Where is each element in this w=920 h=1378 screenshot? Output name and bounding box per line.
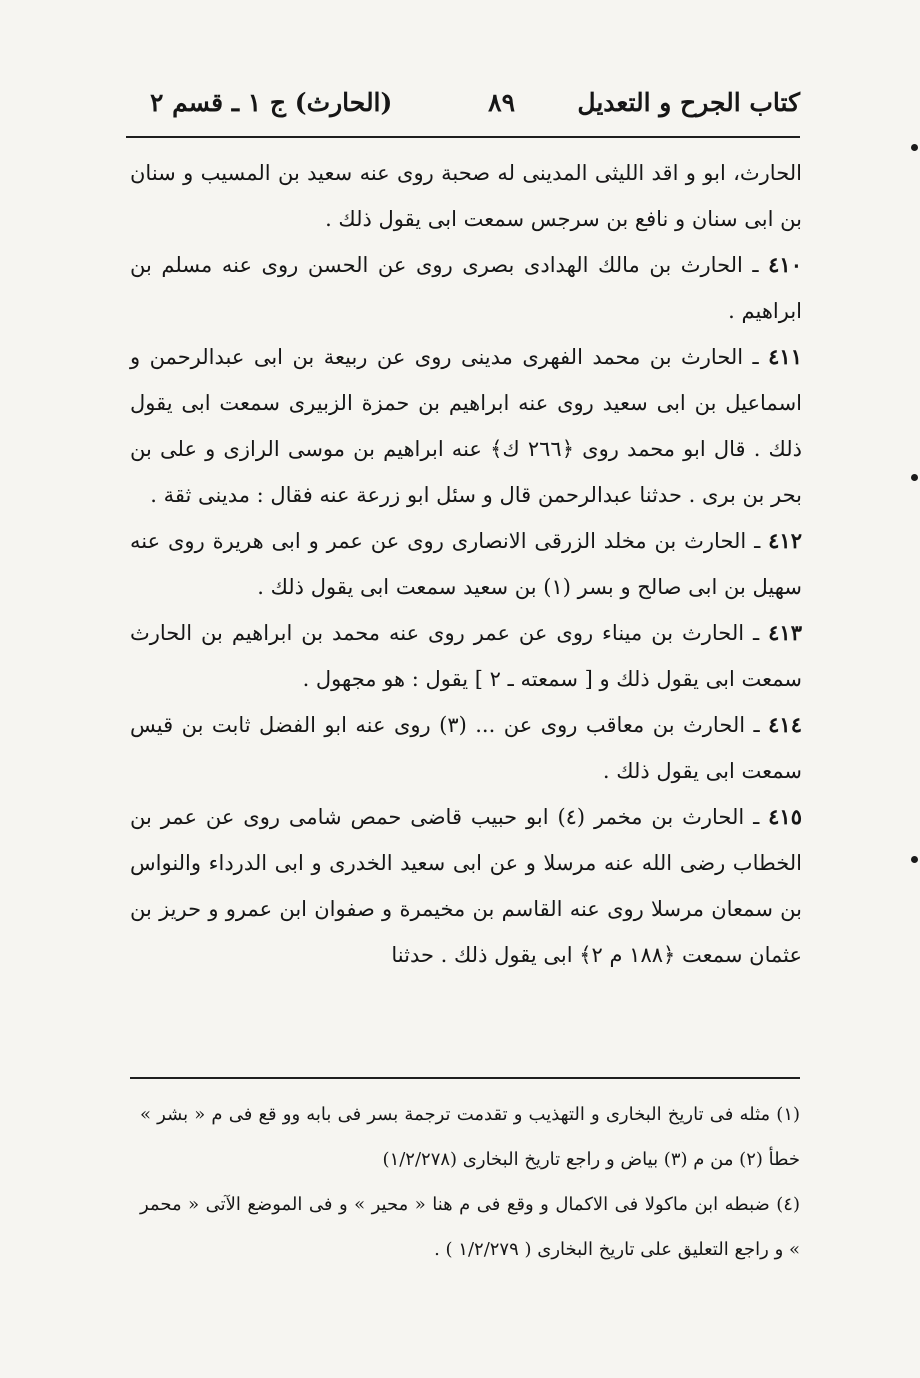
entry-number: ٤١٥ [768, 804, 802, 829]
entry-number: ٤١٤ [768, 712, 802, 737]
entry-number: ٤١٣ [768, 620, 802, 645]
entry-text: الحارث بن مخمر (٤) ابو حبيب قاضى حمص شامى روى عن عمر بن الخطاب رضى الله عنه مرسلا و عن ابى سعيد الخدرى و ابى الدرداء والنواس بن سمعان مرسلا روى عنه القاسم بن مخيمرة و صفوان ابن عمرو و حريز بن عثمان سمعت ﴿١٨٨ م ٢﴾ ابى يقول ذلك . حدثنا [130, 805, 802, 967]
continued-entry: الحارث، ابو و اقد الليثى المدينى له صحبة روى عنه سعيد بن المسيب و سنان بن ابى سنان و نافع بن سرجس سمعت ابى يقول ذلك . [130, 161, 802, 231]
header-rule [126, 136, 800, 138]
entry-text: الحارث بن مالك الهدادى بصرى روى عن الحسن روى عنه مسلم بن ابراهيم . [130, 253, 802, 323]
footnote: (١) مثله فى تاريخ البخارى و التهذيب و تقدمت ترجمة بسر فى بابه وو قع فى م « بشر » خطأ (٢) من م (٣) بياض و راجع تاريخ البخارى (١/٢/٢٧٨) [140, 1104, 801, 1170]
book-title: كتاب الجرح و التعديل [577, 88, 800, 117]
footnote: (٤) ضبطه ابن ماكولا فى الاكمال و وقع فى م هنا « محير » و فى الموضع الآتى « محمر » و راجع التعليق على تاريخ البخارى ( ١/٢/٢٧٩ ) . [140, 1194, 800, 1260]
margin-dot [911, 144, 918, 151]
page-header [150, 88, 800, 128]
entry-text: الحارث بن ميناء روى عن عمر روى عنه محمد بن ابراهيم بن الحارث سمعت ابى يقول ذلك و [ سمعته ـ ٢ ] يقول : هو مجهول . [130, 621, 802, 691]
entry-number: ٤١٠ [768, 252, 802, 277]
footnotes [140, 1092, 800, 1272]
entry-text: الحارث بن معاقب روى عن ... (٣) روى عنه ابو الفضل ثابت بن قيس سمعت ابى يقول ذلك . [130, 713, 802, 783]
margin-dot [911, 474, 918, 481]
entry-415: ٤١٥ ـ الحارث بن مخمر (٤) ابو حبيب قاضى حمص شامى روى عن عمر بن الخطاب رضى الله عنه مرسلا و عن ابى سعيد الخدرى و ابى الدرداء والنواس بن سمعان مرسلا روى عنه القاسم بن مخيمرة و صفوان ابن عمرو و حريز بن عثمان سمعت ﴿١٨٨ م ٢﴾ ابى يقول ذلك . حدثنا [130, 804, 802, 967]
page-number: ٨٩ [488, 88, 515, 117]
entry-text: الحارث بن مخلد الزرقى الانصارى روى عن عمر و ابى هريرة روى عنه سهيل بن ابى صالح و بسر (١) بن سعيد سمعت ابى يقول ذلك . [130, 529, 802, 599]
margin-dot [911, 856, 918, 863]
entry-text: الحارث بن محمد الفهرى مدينى روى عن ربيعة بن ابى عبدالرحمن و اسماعيل بن ابى سعيد روى عنه ابراهيم بن حمزة الزبيرى سمعت ابى يقول ذلك . قال ابو محمد روى ﴿٢٦٦ ك﴾ عنه ابراهيم بن موسى الرازى و على بن بحر بن برى . حدثنا عبدالرحمن قال و سئل ابو زرعة عنه فقال : مدينى ثقة . [130, 345, 803, 507]
footnote-rule [130, 1077, 800, 1079]
entry-412: ٤١٢ ـ الحارث بن مخلد الزرقى الانصارى روى عن عمر و ابى هريرة روى عنه سهيل بن ابى صالح و بسر (١) بن سعيد سمعت ابى يقول ذلك . [130, 528, 802, 599]
entry-413: ٤١٣ ـ الحارث بن ميناء روى عن عمر روى عنه محمد بن ابراهيم بن الحارث سمعت ابى يقول ذلك و [ سمعته ـ ٢ ] يقول : هو مجهول . [130, 620, 802, 691]
entry-410: ٤١٠ ـ الحارث بن مالك الهدادى بصرى روى عن الحسن روى عنه مسلم بن ابراهيم . [130, 252, 802, 323]
entry-414: ٤١٤ ـ الحارث بن معاقب روى عن ... (٣) روى عنه ابو الفضل ثابت بن قيس سمعت ابى يقول ذلك . [130, 712, 802, 783]
section-label: (الحارث) ج ١ ـ قسم ٢ [150, 88, 393, 117]
entry-411: ٤١١ ـ الحارث بن محمد الفهرى مدينى روى عن ربيعة بن ابى عبدالرحمن و اسماعيل بن ابى سعيد روى عنه ابراهيم بن حمزة الزبيرى سمعت ابى يقول ذلك . قال ابو محمد روى ﴿٢٦٦ ك﴾ عنه ابراهيم بن موسى الرازى و على بن بحر بن برى . حدثنا عبدالرحمن قال و سئل ابو زرعة عنه فقال : مدينى ثقة . [130, 344, 803, 507]
main-text [130, 150, 802, 978]
entry-number: ٤١١ [768, 344, 802, 369]
entry-number: ٤١٢ [768, 528, 802, 553]
